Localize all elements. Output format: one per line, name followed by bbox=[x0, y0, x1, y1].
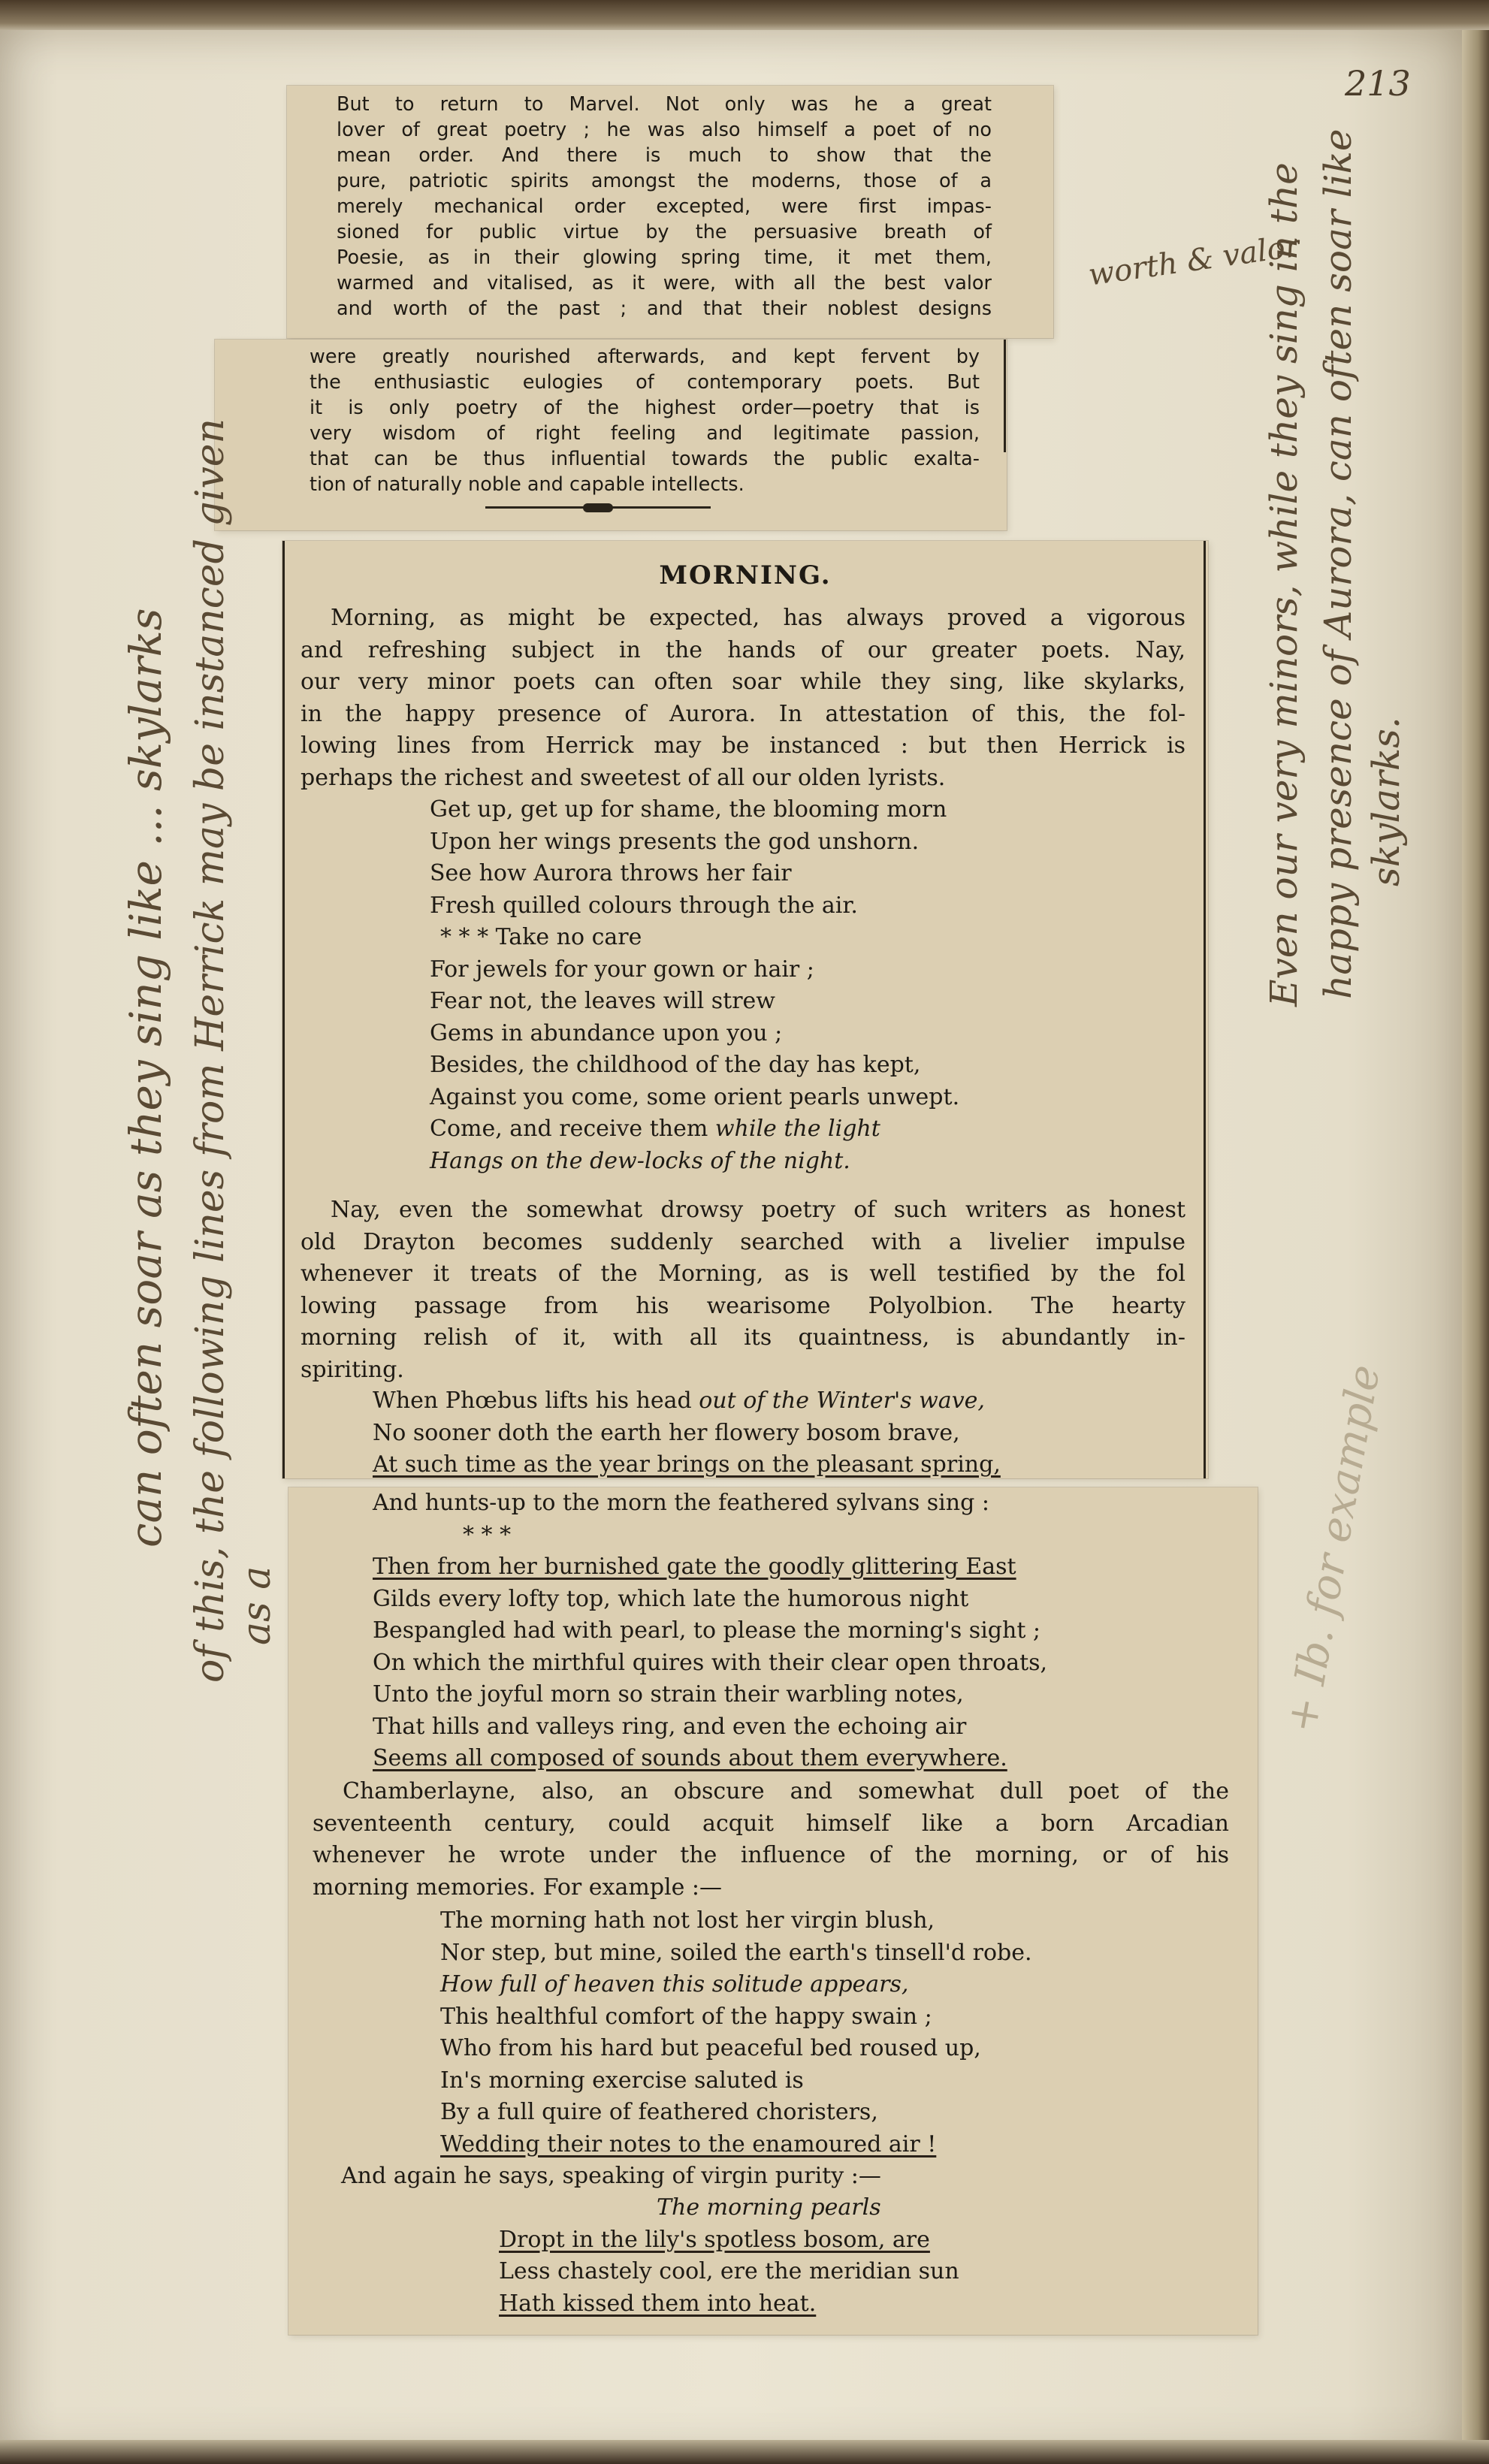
divider-ornament bbox=[583, 503, 613, 512]
text-line: and worth of the past ; and that their noblest designs bbox=[337, 297, 992, 320]
verse-line: * * * bbox=[463, 1521, 512, 1548]
verse-line: Less chastely cool, ere the meridian sun bbox=[499, 2258, 959, 2284]
clipping-marvel-top bbox=[287, 86, 1053, 338]
drayton-verse-continued bbox=[373, 1487, 1244, 1775]
verse-line: The morning hath not lost her virgin blush, bbox=[440, 1907, 935, 1934]
clipping-morning bbox=[282, 541, 1208, 1478]
text-line: spiriting. bbox=[301, 1356, 404, 1383]
verse-line bbox=[373, 1385, 1184, 1418]
page-right-edge bbox=[1462, 30, 1489, 2464]
verse-fragment: Come, and receive them bbox=[430, 1116, 708, 1142]
text-line: the enthusiastic eulogies of contemporary poets. But bbox=[310, 371, 980, 394]
column-rule bbox=[1004, 340, 1006, 452]
text-line: But to return to Marvel. Not only was he a great bbox=[337, 93, 992, 116]
text-line: Chamberlayne, also, an obscure and somewhat dull poet of the bbox=[343, 1778, 1229, 1804]
drayton-verse bbox=[373, 1385, 1184, 1481]
verse-line: Dropt in the lily's spotless bosom, are bbox=[499, 2226, 930, 2253]
text-line: old Drayton becomes suddenly searched with a livelier impulse bbox=[301, 1228, 1185, 1255]
purity-line bbox=[341, 2161, 1228, 2193]
verse-line: And hunts-up to the morn the feathered sylvans sing : bbox=[373, 1490, 989, 1516]
chamberlayne-verse bbox=[440, 1905, 1237, 2161]
verse-line: Fresh quilled colours through the air. bbox=[430, 892, 858, 919]
verse-line: No sooner doth the earth her flowery bosom brave, bbox=[373, 1419, 960, 1446]
verse-line: At such time as the year brings on the pleasant spring, bbox=[373, 1451, 1001, 1478]
text-line: were greatly nourished afterwards, and kept fervent by bbox=[310, 346, 980, 368]
text-line: morning relish of it, with all its quaintness, is abundantly in- bbox=[301, 1324, 1185, 1351]
verse-line: Get up, get up for shame, the blooming morn bbox=[430, 796, 947, 823]
text-line: lowing lines from Herrick may be instanced : but then Herrick is bbox=[301, 732, 1185, 759]
text-line: tion of naturally noble and capable intellects. bbox=[310, 473, 744, 496]
text-line: merely mechanical order excepted, were first impas- bbox=[337, 195, 992, 218]
verse-line: Who from his hard but peaceful bed roused up, bbox=[440, 2035, 981, 2061]
verse-line: Seems all composed of sounds about them everywhere. bbox=[373, 1745, 1007, 1771]
chamberlayne-paragraph bbox=[313, 1776, 1229, 1904]
marginal-note-worth: worth & valor bbox=[1086, 228, 1302, 293]
text-line: and refreshing subject in the hands of our greater poets. Nay, bbox=[301, 636, 1185, 663]
verse-line: Gilds every lofty top, which late the humorous night bbox=[373, 1585, 969, 1612]
verse-fragment: When Phœbus lifts his head bbox=[373, 1388, 692, 1414]
text-line: warmed and vitalised, as it were, with all the best valor bbox=[337, 272, 992, 294]
verse-line: Hath kissed them into heat. bbox=[499, 2290, 817, 2317]
verse-line: Wedding their notes to the enamoured air ! bbox=[440, 2130, 937, 2158]
verse-line: Unto the joyful morn so strain their warbling notes, bbox=[373, 1681, 964, 1708]
text-line: morning memories. For example :— bbox=[313, 1874, 723, 1901]
clipping-marvel-continued-text bbox=[310, 344, 980, 497]
verse-line: Fear not, the leaves will strew bbox=[430, 988, 775, 1014]
verse-fragment-italic: out of the Winter's wave, bbox=[699, 1388, 985, 1414]
verse-fragment-italic: while the light bbox=[714, 1116, 880, 1142]
marginal-note-left-2: of this, the following lines from Herrick may be instanced given bbox=[188, 418, 233, 1683]
verse-line bbox=[430, 1113, 1106, 1146]
verse-line: Against you come, some orient pearls unwept. bbox=[430, 1083, 960, 1110]
verse-line: Besides, the childhood of the day has kept, bbox=[430, 1052, 921, 1078]
text-line: sioned for public virtue by the persuasive breath of bbox=[337, 221, 992, 243]
text-line: lover of great poetry ; he was also himself a poet of no bbox=[337, 119, 992, 141]
column-rule-left bbox=[282, 541, 285, 1478]
text-line: perhaps the richest and sweetest of all our olden lyrists. bbox=[301, 764, 946, 791]
verse-line: This healthful comfort of the happy swain ; bbox=[440, 2003, 932, 2030]
verse-line: How full of heaven this solitude appears, bbox=[440, 1971, 909, 1997]
text-line: Poesie, as in their glowing spring time, it met them, bbox=[337, 246, 992, 269]
text-line: very wisdom of right feeling and legitimate passion, bbox=[310, 422, 980, 445]
text-line: that can be thus influential towards the public exalta- bbox=[310, 448, 980, 470]
marginal-note-right-3: skylarks. bbox=[1364, 717, 1408, 886]
purity-verse bbox=[499, 2192, 1235, 2320]
text-line: mean order. And there is much to show that the bbox=[337, 144, 992, 167]
text-line: And again he says, speaking of virgin purity :— bbox=[341, 2163, 881, 2189]
text-line: in the happy presence of Aurora. In attestation of this, the fol- bbox=[301, 700, 1185, 727]
verse-line: Nor step, but mine, soiled the earth's tinsell'd robe. bbox=[440, 1939, 1032, 1966]
clipping-morning-continued bbox=[288, 1487, 1258, 2335]
verse-line: For jewels for your gown or hair ; bbox=[430, 956, 814, 983]
text-line: seventeenth century, could acquit himself like a born Arcadian bbox=[313, 1810, 1229, 1837]
page-bottom-edge bbox=[0, 2440, 1489, 2464]
verse-line: Upon her wings presents the god unshorn. bbox=[430, 828, 920, 855]
marginal-note-right-2: happy presence of Aurora, can often soar like bbox=[1316, 128, 1360, 999]
page-top-edge bbox=[0, 0, 1489, 33]
page-number: 213 bbox=[1345, 63, 1411, 104]
text-line: our very minor poets can often soar while they sing, like skylarks, bbox=[301, 669, 1185, 695]
article-title: MORNING. bbox=[659, 560, 832, 590]
verse-line: That hills and valleys ring, and even the echoing air bbox=[373, 1713, 967, 1740]
column-rule-right bbox=[1204, 541, 1206, 1478]
text-line: whenever he wrote under the influence of the morning, or of his bbox=[313, 1842, 1229, 1868]
clipping-marvel-bottom bbox=[215, 340, 1007, 530]
drayton-paragraph bbox=[301, 1194, 1185, 1386]
text-line: lowing passage from his wearisome Polyolbion. The hearty bbox=[301, 1292, 1185, 1319]
text-line: it is only poetry of the highest order—poetry that is bbox=[310, 397, 980, 419]
verse-line: In's morning exercise saluted is bbox=[440, 2067, 804, 2094]
text-line: Morning, as might be expected, has always proved a vigorous bbox=[331, 605, 1185, 631]
herrick-verse bbox=[430, 794, 1106, 1177]
verse-line: The morning pearls bbox=[657, 2194, 881, 2221]
verse-line: Hangs on the dew-locks of the night. bbox=[430, 1147, 850, 1174]
verse-line: Then from her burnished gate the goodly glittering East bbox=[373, 1554, 1016, 1580]
verse-line: See how Aurora throws her fair bbox=[430, 860, 792, 886]
intro-paragraph bbox=[301, 602, 1185, 794]
verse-line: * * * Take no care bbox=[440, 924, 642, 950]
marginal-note-right-1: Even our very minors, while they sing in the bbox=[1262, 162, 1306, 1007]
text-line: whenever it treats of the Morning, as is well testified by the fol bbox=[301, 1261, 1185, 1287]
verse-line: On which the mirthful quires with their clear open throats, bbox=[373, 1649, 1048, 1676]
clipping-marvel-text bbox=[337, 92, 992, 322]
verse-line: Bespangled had with pearl, to please the morning's sight ; bbox=[373, 1617, 1041, 1644]
text-line: Nay, even the somewhat drowsy poetry of such writers as honest bbox=[331, 1197, 1185, 1223]
verse-line: Gems in abundance upon you ; bbox=[430, 1019, 783, 1046]
marginal-note-left-3: as a bbox=[234, 1566, 279, 1645]
marginal-note-right-4: + Ib. for example bbox=[1277, 1361, 1391, 1737]
verse-line: By a full quire of feathered choristers, bbox=[440, 2099, 878, 2125]
marginal-note-left-1: can often soar as they sing like ... skylarks bbox=[120, 608, 171, 1548]
text-line: pure, patriotic spirits amongst the moderns, those of a bbox=[337, 170, 992, 192]
